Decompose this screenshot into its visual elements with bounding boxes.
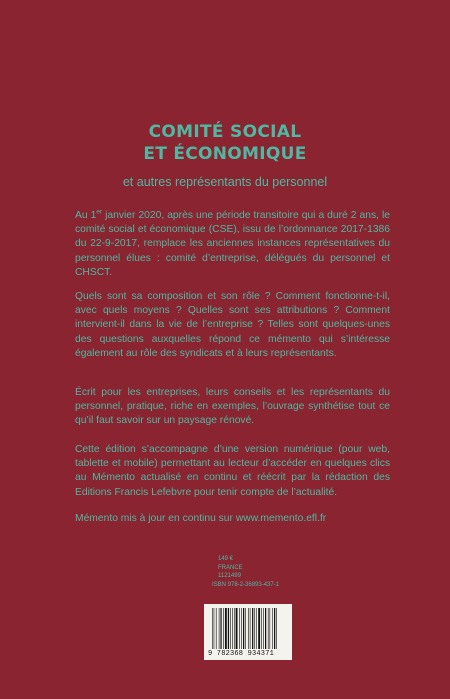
barcode-bar — [258, 608, 260, 649]
paragraph-digital-edition: Cette édition s’accompagne d’une version numérique (pour web, tablette et mobile) permettant au lecteur d’accéder en quelques clics au Mémento actualisé en continu et réécrit par la rédaction des Editions Francis Lefebvre pour tenir compte de l’actualité. — [75, 444, 390, 498]
barcode-bar — [252, 608, 253, 649]
barcode-digits: 9 782368 934371 — [208, 650, 275, 658]
intro-rest: janvier 2020, après une période transitoire qui a duré 2 ans, le comité social et économique (CSE), issu de l’ordonnance 2017-1386 du 22-9-2017, remplace les anciennes instances représentatives du personnel élues : comité d’entreprise, délégués du personnel et CHSCT. — [75, 210, 390, 278]
title-line-2: ET ÉCONOMIQUE — [143, 144, 307, 164]
price-block — [212, 555, 302, 589]
country: FRANCE — [218, 564, 243, 571]
barcode-bar — [276, 608, 277, 649]
barcode-bar — [216, 608, 217, 649]
barcode-bar — [243, 608, 244, 649]
barcode-bar — [230, 608, 231, 649]
paragraph-intro — [75, 209, 390, 280]
paragraph-audience: Écrit pour les entreprises, leurs conseils et les représentants du personnel, pratique, riche en exemples, l’ouvrage synthétise tout ce qu’il faut savoir sur un paysage rénové. — [75, 387, 390, 427]
barcode-bar — [234, 608, 235, 649]
barcode-bar — [223, 608, 224, 649]
barcode-bar — [212, 608, 213, 649]
barcode-bar — [261, 608, 262, 649]
barcode-bar — [265, 608, 266, 649]
barcode-bar — [232, 608, 233, 649]
barcode-bar — [250, 608, 251, 649]
barcode-bar — [220, 608, 221, 649]
barcode-bar — [228, 608, 229, 649]
barcode-bar — [248, 608, 249, 649]
barcode — [204, 604, 292, 660]
barcode-bar — [270, 608, 271, 649]
subtitle: et autres représentants du personnel — [122, 175, 328, 189]
intro-start: Au 1 — [75, 210, 97, 221]
intro-superscript: er — [96, 208, 103, 216]
barcode-bar — [236, 608, 238, 649]
barcode-bar — [268, 608, 269, 649]
barcode-bar — [219, 608, 220, 649]
barcode-bar — [274, 608, 275, 649]
barcode-bar — [263, 608, 264, 649]
barcode-bar — [245, 608, 246, 649]
barcode-bar — [225, 608, 227, 649]
barcode-bar — [272, 608, 273, 649]
title-line-1: COMITÉ SOCIAL — [148, 122, 302, 142]
isbn: ISBN 978-2-36893-437-1 — [212, 581, 280, 588]
barcode-bar — [256, 608, 257, 649]
price: 149 € — [218, 556, 234, 562]
paragraph-questions: Quels sont sa composition et son rôle ? Comment fonctionne-t-il, avec quels moyens ? Quelles sont ses attributions ? Comment intervient-il dans la vie de l’entreprise ? Telles sont quelques-unes des questions auxquelles répond ce mémento qui s’intéresse également au rôle des syndicats et à leurs représentants. — [75, 291, 390, 359]
barcode-bar — [241, 608, 242, 649]
barcode-bar — [214, 608, 215, 649]
barcode-bar — [239, 608, 240, 649]
barcode-bar — [254, 608, 255, 649]
product-code: 1121499 — [218, 573, 241, 580]
paragraph-website: Mémento mis à jour en continu sur www.memento.efl.fr — [75, 513, 327, 524]
